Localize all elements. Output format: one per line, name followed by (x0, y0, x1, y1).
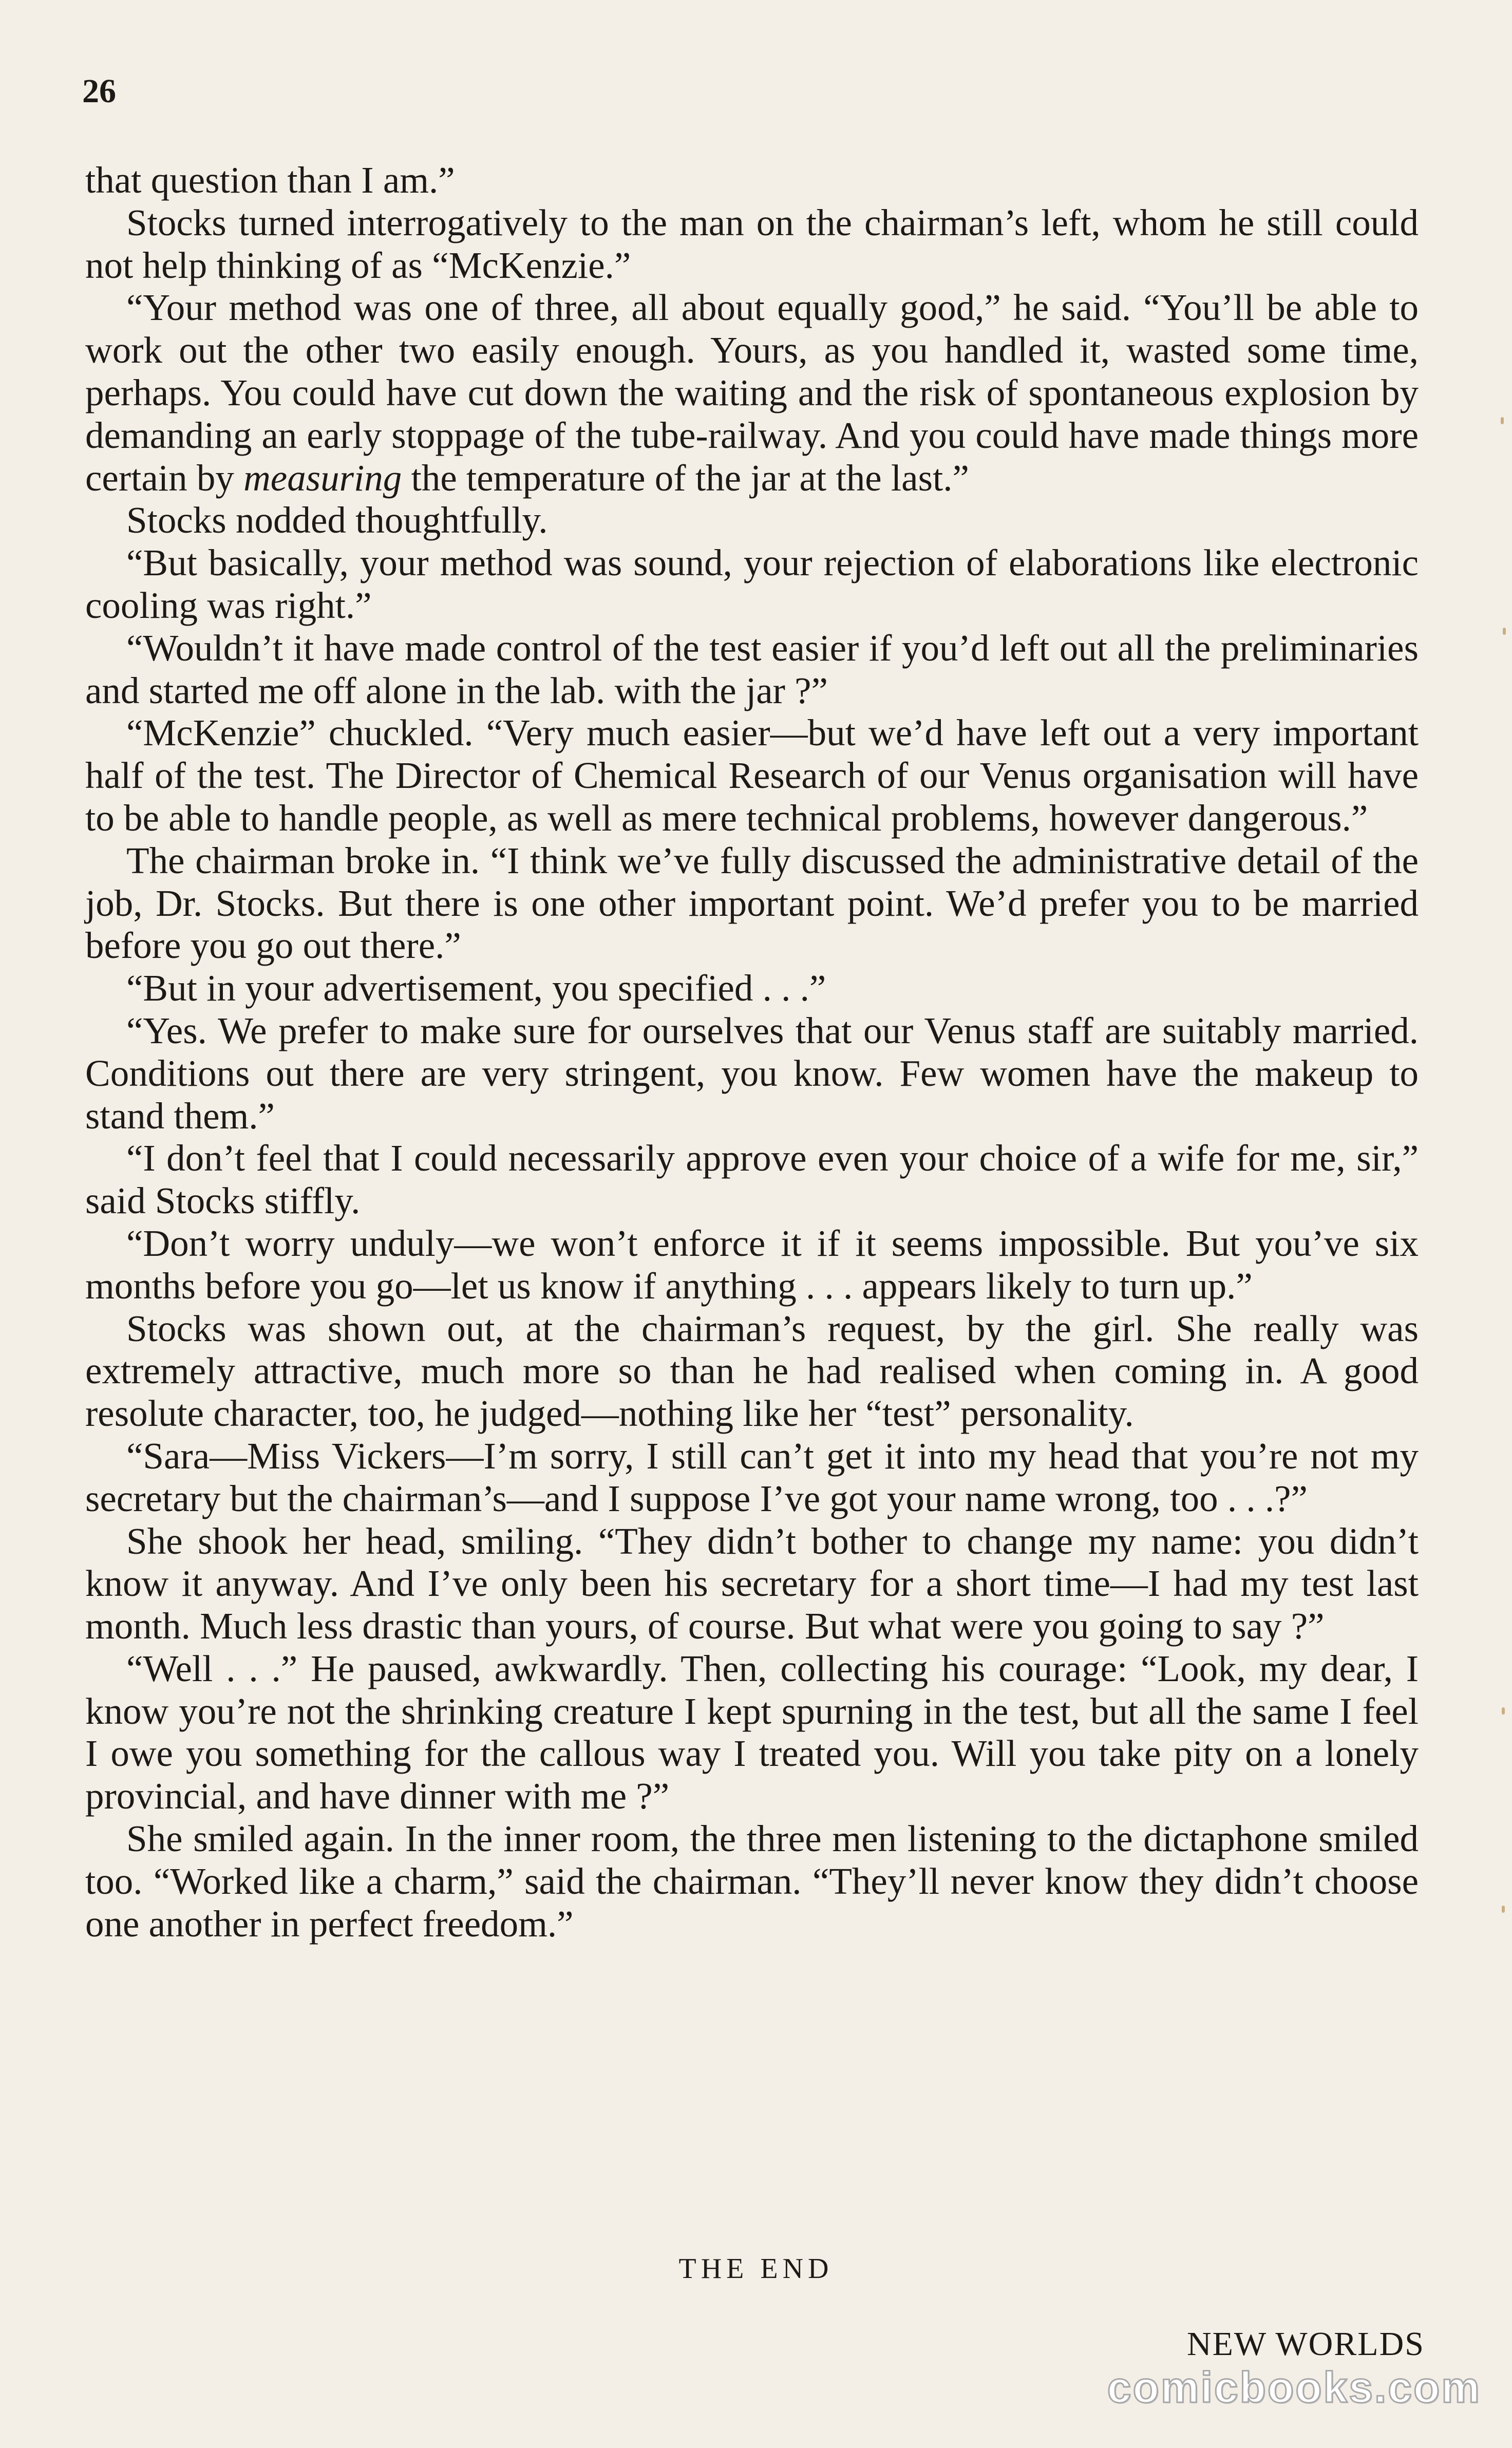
paragraph: that question than I am.” (85, 159, 455, 201)
paragraph: “But in your advertisement, you specified . . .” (126, 967, 826, 1009)
page-number: 26 (82, 72, 116, 110)
margin-speck (1502, 1906, 1505, 1913)
emphasized-word: measuring (243, 457, 402, 499)
paragraph: The chairman broke in. “I think we’ve fully discussed the administrative detail of the job, Dr. Stocks. But there is one other important point. We’d prefer you to be married before you go out there.” (85, 839, 1419, 967)
margin-speck (1503, 628, 1506, 635)
paragraph-text: “Your method was one of three, all about equally good,” he said. “You’ll be able to work out the other two easily enough. Yours, as you handled it, wasted some time, perhaps. You could have cut down the waiting and the risk of spontaneous explosion by demanding an early stoppage of the tube-railway. And you could have made things more certain by (85, 287, 1419, 499)
magazine-title-footer: NEW WORLDS (1186, 2325, 1425, 2363)
end-marker: THE END (678, 2253, 834, 2285)
story-text (85, 159, 1419, 1945)
paragraph: “Wouldn’t it have made control of the test easier if you’d left out all the preliminaries and started me off alone in the lab. with the jar ?” (85, 627, 1419, 711)
paragraph (85, 287, 1419, 499)
paragraph: “Sara—Miss Vickers—I’m sorry, I still can’t get it into my head that you’re not my secretary but the chairman’s—and I suppose I’ve got your name wrong, too . . .?” (85, 1435, 1419, 1519)
paragraph-text: the temperature of the jar at the last.” (402, 457, 969, 499)
margin-speck (1502, 1707, 1505, 1715)
paragraph: Stocks was shown out, at the chairman’s request, by the girl. She really was extremely attractive, much more so than he had realised when coming in. A good resolute character, too, he judged—nothing like her “test” personality. (85, 1307, 1419, 1435)
paragraph: “I don’t feel that I could necessarily approve even your choice of a wife for me, sir,” said Stocks stiffly. (85, 1137, 1419, 1222)
paragraph: “McKenzie” chuckled. “Very much easier—but we’d have left out a very important half of the test. The Director of Chemical Research of our Venus organisation will have to be able to handle people, as well as mere technical problems, however dangerous.” (85, 712, 1419, 839)
paragraph: “Well . . .” He paused, awkwardly. Then, collecting his courage: “Look, my dear, I know you’re not the shrinking creature I kept spurning in the test, but all the same I feel I owe you something for the callous way I treated you. Will you take pity on a lonely provincial, and have dinner with me ?” (85, 1647, 1419, 1817)
paragraph: Stocks nodded thoughtfully. (126, 499, 548, 541)
paragraph: “But basically, your method was sound, your rejection of elaborations like electronic cooling was right.” (85, 542, 1419, 626)
paragraph: Stocks turned interrogatively to the man on the chairman’s left, whom he still could not help thinking of as “McKenzie.” (85, 201, 1419, 286)
margin-speck (1501, 417, 1504, 424)
paragraph: “Don’t worry unduly—we won’t enforce it if it seems impossible. But you’ve six months before you go—let us know if anything . . . appears likely to turn up.” (85, 1222, 1419, 1307)
paragraph: She smiled again. In the inner room, the three men listening to the dictaphone smiled too. “Worked like a charm,” said the chairman. “They’ll never know they didn’t choose one another in perfect freedom.” (85, 1818, 1419, 1945)
watermark-logo: comicbooks.com (1107, 2363, 1481, 2412)
paragraph: “Yes. We prefer to make sure for ourselves that our Venus staff are suitably married. Conditions out there are very stringent, you know. Few women have the makeup to stand them.” (85, 1009, 1419, 1137)
paragraph: She shook her head, smiling. “They didn’t bother to change my name: you didn’t know it anyway. And I’ve only been his secretary for a short time—I had my test last month. Much less drastic than yours, of course. But what were you going to say ?” (85, 1520, 1419, 1647)
